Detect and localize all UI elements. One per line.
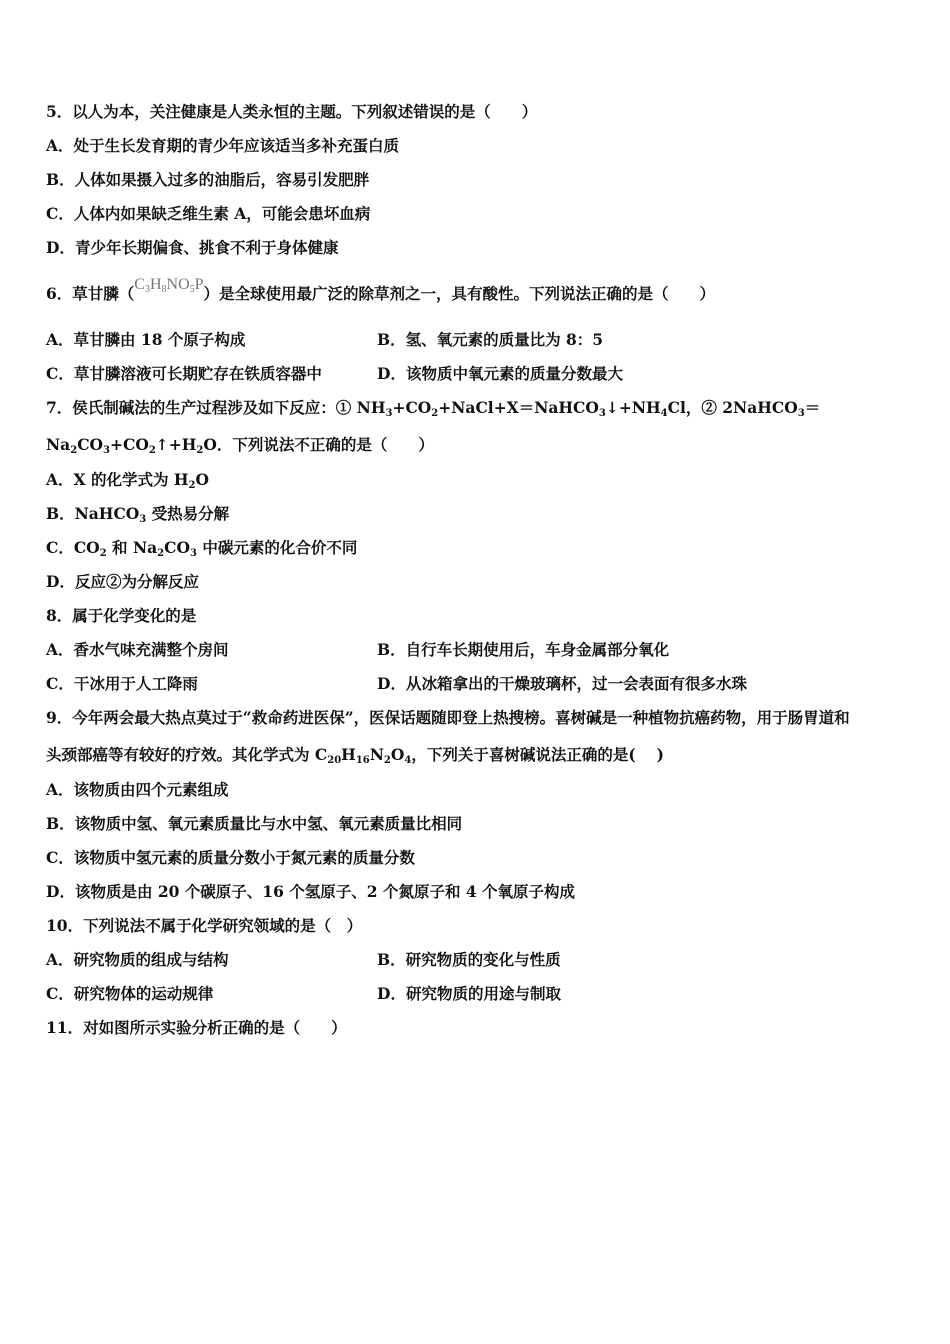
q8-stem: 8．属于化学变化的是 — [46, 606, 197, 625]
q6-stem-post: ）是全球使用最广泛的除草剂之一，具有酸性。下列说法正确的是（ ） — [203, 284, 716, 303]
glyphosate-formula: $C_3H_8NO_5P$ — [134, 276, 204, 295]
q10-option-d: D．研究物质的用途与制取 — [377, 984, 561, 1003]
q10-stem: 10．下列说法不属于化学研究领域的是（ ） — [46, 916, 363, 935]
q10-option-b: B．研究物质的变化与性质 — [377, 950, 561, 969]
q7-option-b: B．NaHCO$_3$ 受热易分解 — [46, 504, 230, 525]
q6-option-d: D．该物质中氧元素的质量分数最大 — [377, 364, 623, 383]
q8-option-c: C．干冰用于人工降雨 — [46, 674, 198, 693]
q9-option-a: A．该物质由四个元素组成 — [46, 780, 229, 799]
q6-option-c: C．草甘膦溶液可长期贮存在铁质容器中 — [46, 364, 322, 383]
q10-option-c: C．研究物体的运动规律 — [46, 984, 214, 1003]
q9-option-c: C．该物质中氢元素的质量分数小于氮元素的质量分数 — [46, 848, 415, 867]
q5-option-c: C．人体内如果缺乏维生素 A，可能会患坏血病 — [46, 204, 371, 223]
q6-option-a: A．草甘膦由 18 个原子构成 — [46, 330, 246, 349]
q5-stem: 5．以人为本，关注健康是人类永恒的主题。下列叙述错误的是（ ） — [46, 102, 538, 121]
q5-option-a: A．处于生长发育期的青少年应该适当多补充蛋白质 — [46, 136, 400, 155]
q6-stem — [46, 276, 716, 305]
q7-stem-line1: 7．侯氏制碱法的生产过程涉及如下反应：① $NH_3+CO_2+NaCl+X=NaHCO_3↓+NH_4Cl$，② 2NaHCO$_3$＝ — [46, 398, 821, 419]
q6-option-b: B．氢、氧元素的质量比为 8：5 — [377, 330, 604, 349]
q9-stem-line1: 9．今年两会最大热点莫过于“救命药进医保”，医保话题随即登上热搜榜。喜树碱是一种植物抗癌药物，用于肠胃道和 — [46, 708, 850, 727]
q9-option-b: B．该物质中氢、氧元素质量比与水中氢、氧元素质量比相同 — [46, 814, 463, 833]
q9-stem-line2: 头颈部癌等有较好的疗效。其化学式为 $C_{20}H_{16}N_2O_4$，下列关于喜树碱说法正确的是( ) — [46, 745, 664, 766]
q7-option-a: A．X 的化学式为 $H_2O$ — [46, 470, 209, 491]
q5-option-b: B．人体如果摄入过多的油脂后，容易引发肥胖 — [46, 170, 370, 189]
q9-option-d: D．该物质是由 20 个碳原子、16 个氢原子、2 个氮原子和 4 个氧原子构成 — [46, 882, 576, 901]
q10-option-a: A．研究物质的组成与结构 — [46, 950, 229, 969]
q6-stem-pre: 6．草甘膦（ — [46, 284, 135, 303]
q11-stem: 11．对如图所示实验分析正确的是（ ） — [46, 1018, 347, 1037]
q7-option-c: C．$CO_2$ 和 $Na_2CO_3$ 中碳元素的化合价不同 — [46, 538, 358, 559]
q8-option-a: A．香水气味充满整个房间 — [46, 640, 229, 659]
q8-option-b: B．自行车长期使用后，车身金属部分氧化 — [377, 640, 670, 659]
q5-option-d: D．青少年长期偏食、挑食不利于身体健康 — [46, 238, 339, 257]
q8-option-d: D．从冰箱拿出的干燥玻璃杯，过一会表面有很多水珠 — [377, 674, 747, 693]
q7-option-d: D．反应②为分解反应 — [46, 572, 199, 591]
q7-stem-line2: $Na_2CO_3+CO_2↑+H_2O$．下列说法不正确的是（ ） — [46, 435, 434, 456]
